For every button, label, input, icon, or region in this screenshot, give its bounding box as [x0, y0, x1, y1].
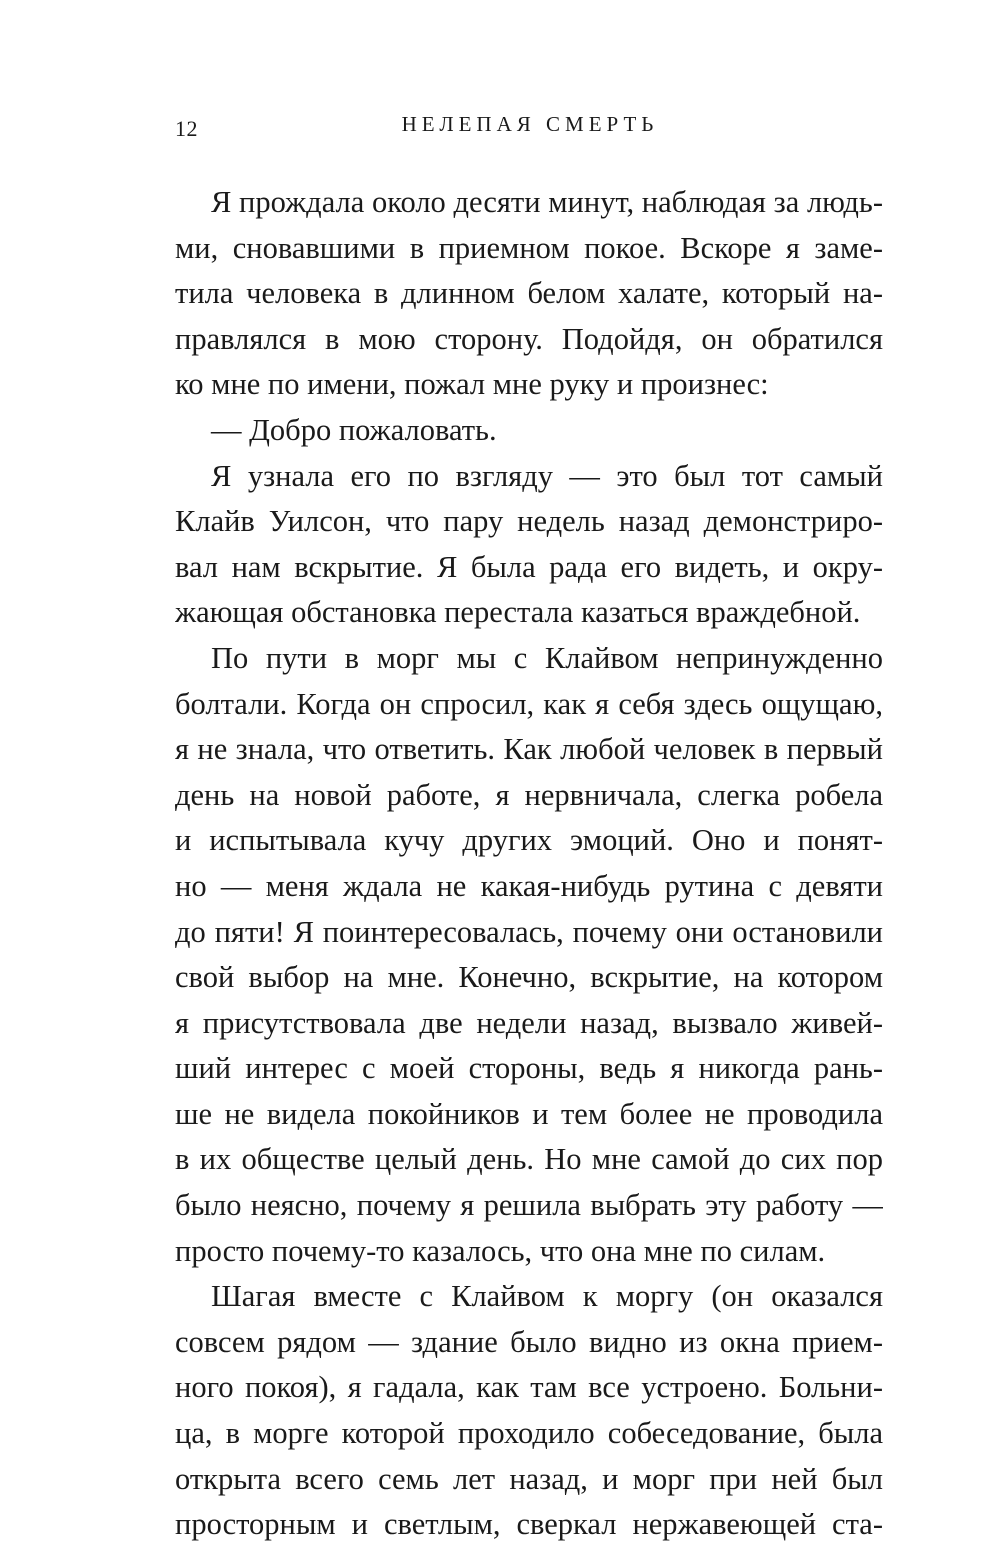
running-title: НЕЛЕПАЯ СМЕРТЬ: [401, 112, 659, 136]
text-line: ший интерес с моей стороны, ведь я никогда рань-: [175, 1051, 883, 1086]
text-line: просторным и светлым, сверкал нержавеющей ста-: [175, 1507, 883, 1542]
text-line: Шагая вместе с Клайвом к моргу (он оказался: [211, 1279, 883, 1314]
text-line: день на новой работе, я нервничала, слегка робела: [175, 777, 883, 812]
text-line: правлялся в мою сторону. Подойдя, он обратился: [175, 321, 883, 356]
text-line: тила человека в длинном белом халате, который на-: [175, 276, 883, 311]
text-line: ко мне по имени, пожал мне руку и произнес:: [175, 367, 769, 402]
text-line: но — меня ждала не какая-нибудь рутина с девяти: [175, 868, 883, 903]
body-text: [175, 180, 883, 1548]
text-line: свой выбор на мне. Конечно, вскрытие, на котором: [175, 960, 883, 995]
text-line: ми, сновавшими в приемном покое. Вскоре я заме-: [175, 230, 883, 265]
paragraph: [175, 636, 883, 1274]
paragraph: [175, 454, 883, 636]
text-line: было неясно, почему я решила выбрать эту работу —: [175, 1188, 883, 1223]
text-line: ше не видела покойников и тем более не проводила: [175, 1096, 883, 1131]
text-line: просто почему-то казалось, что она мне по силам.: [175, 1233, 826, 1268]
text-line: и испытывала кучу других эмоций. Оно и понят-: [175, 823, 883, 858]
paragraph: [175, 180, 883, 408]
text-line: вал нам вскрытие. Я была рада его видеть, и окру-: [175, 549, 883, 584]
text-line: я присутствовала две недели назад, вызвало живей-: [175, 1005, 883, 1040]
text-line: открыта всего семь лет назад, и морг при ней был: [175, 1461, 883, 1496]
text-line: я не знала, что ответить. Как любой человек в первый: [175, 732, 883, 767]
text-line: жающая обстановка перестала казаться враждебной.: [175, 595, 861, 630]
text-line: — Добро пожаловать.: [211, 412, 497, 447]
text-line: Я узнала его по взгляду — это был тот самый: [211, 458, 883, 493]
text-line: ного покоя), я гадала, как там все устроено. Больни-: [175, 1370, 883, 1405]
paragraph: [175, 408, 883, 454]
page-number: 12: [175, 116, 198, 141]
text-line: болтали. Когда он спросил, как я себя здесь ощущаю,: [175, 686, 883, 721]
text-line: до пяти! Я поинтересовалась, почему они остановили: [175, 914, 883, 949]
text-line: в их обществе целый день. Но мне самой до сих пор: [175, 1142, 883, 1177]
text-line: Клайв Уилсон, что пару недель назад демонстриро-: [175, 504, 883, 539]
text-line: ца, в морге которой проходило собеседование, была: [175, 1416, 883, 1451]
text-line: По пути в морг мы с Клайвом непринужденно: [211, 640, 883, 675]
paragraph: [175, 1274, 883, 1548]
text-line: совсем рядом — здание было видно из окна прием-: [175, 1324, 883, 1359]
running-header: [0, 112, 1000, 142]
text-line: Я прождала около десяти минут, наблюдая за людь-: [211, 185, 883, 219]
